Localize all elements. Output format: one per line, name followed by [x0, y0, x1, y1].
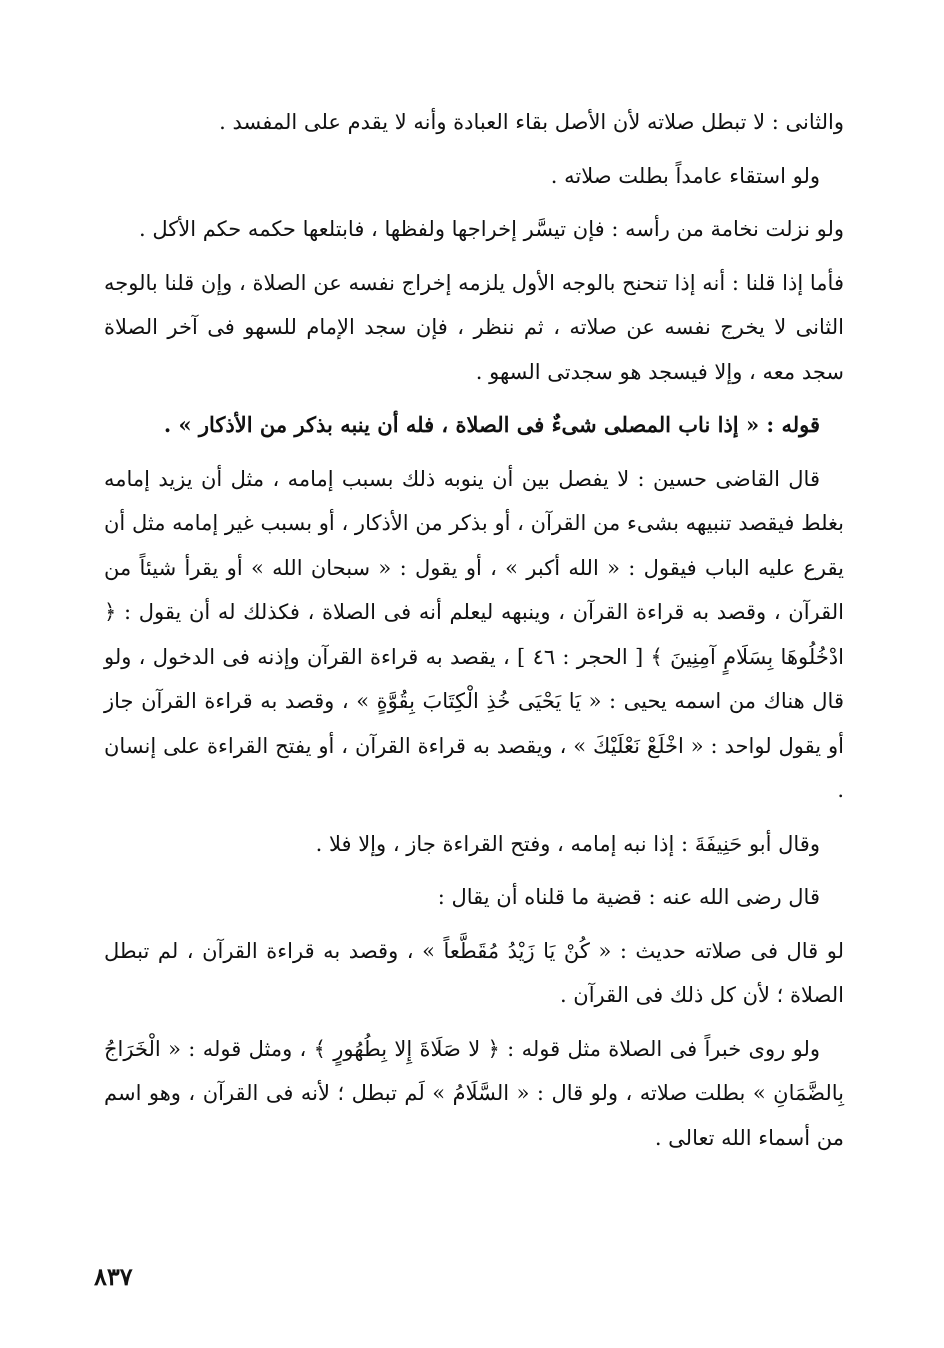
paragraph-2: ولو استقاء عامداً بطلت صلاته .	[550, 163, 820, 188]
page-body	[104, 100, 844, 1169]
paragraph-5-heading: قوله : « إذا ناب المصلى شىءٌ فى الصلاة ، فله أن ينبه بذكر من الأذكار » .	[163, 412, 820, 437]
paragraph-9: لو قال فى صلاته حديث : « كُنْ يَا زَيْدُ مُقَطَّعاً » ، وقصد به قراءة القرآن ، لم تبطل الصلاة ؛ لأن كل ذلك فى القرآن .	[104, 938, 844, 1007]
paragraph-6: قال القاضى حسين : لا يفصل بين أن ينوبه ذلك بسبب إمامه ، مثل أن يزيد إمامه بغلط فيقصد تنبيهه بشىء من القرآن ، أو بذكر من الأذكار ، أو بسبب غير إمامه مثل أن يقرع عليه الباب فيقول : « الله أكبر » ، أو يقول : « سبحان الله » أو يقرأ شيئاً من القرآن ، وقصد به قراءة القرآن ، وينبهه ليعلم أنه فى الصلاة ، فكذلك له أن يقول : ﴿ ادْخُلُوهَا بِسَلَامٍ آمِنِينَ ﴾ [ الحجر : ٤٦ ] ، يقصد به قراءة القرآن وإذنه فى الدخول ، ولو قال هناك من اسمه يحيى : « يَا يَحْيَى خُذِ الْكِتَابَ بِقُوَّةٍ » ، وقصد به قراءة القرآن جاز أو يقول لواحد : « اخْلَعْ نَعْلَيْكَ » ، ويقصد به قراءة القرآن ، أو يفتح القراءة على إنسان .	[104, 466, 844, 802]
paragraph-3: ولو نزلت نخامة من رأسه : فإن تيسَّر إخراجها ولفظها ، فابتلعها حكمه حكم الأكل .	[138, 217, 844, 241]
paragraph-1: والثانى : لا تبطل صلاته لأن الأصل بقاء العبادة وأنه لا يقدم على المفسد .	[219, 110, 844, 134]
paragraph-10: ولو روى خبراً فى الصلاة مثل قوله : ﴿ لا صَلَاةَ إِلا بِطُهُورٍ ﴾ ، ومثل قوله : « الْخَرَاجُ بِالضَّمَانِ » بطلت صلاته ، ولو قال : « السَّلَامُ » لَم تبطل ؛ لأنه فى القرآن ، وهو اسم من أسماء الله تعالى .	[104, 1036, 844, 1150]
paragraph-7: وقال أبو حَنِيفَةَ : إذا نبه إمامه ، وفتح القراءة جاز ، وإلا فلا .	[315, 831, 820, 856]
paragraph-4: فأما إذا قلنا : أنه إذا تنحنح بالوجه الأول يلزمه إخراج نفسه عن الصلاة ، وإن قلنا بالوجه الثانى لا يخرج نفسه عن صلاته ، ثم ننظر ، فإن سجد الإمام للسهو فى آخر الصلاة سجد معه ، وإلا فيسجد هو سجدتى السهو .	[104, 270, 844, 384]
paragraph-8: قال رضى الله عنه : قضية ما قلناه أن يقال :	[437, 885, 820, 909]
page-number: ٨٣٧	[94, 1262, 133, 1291]
